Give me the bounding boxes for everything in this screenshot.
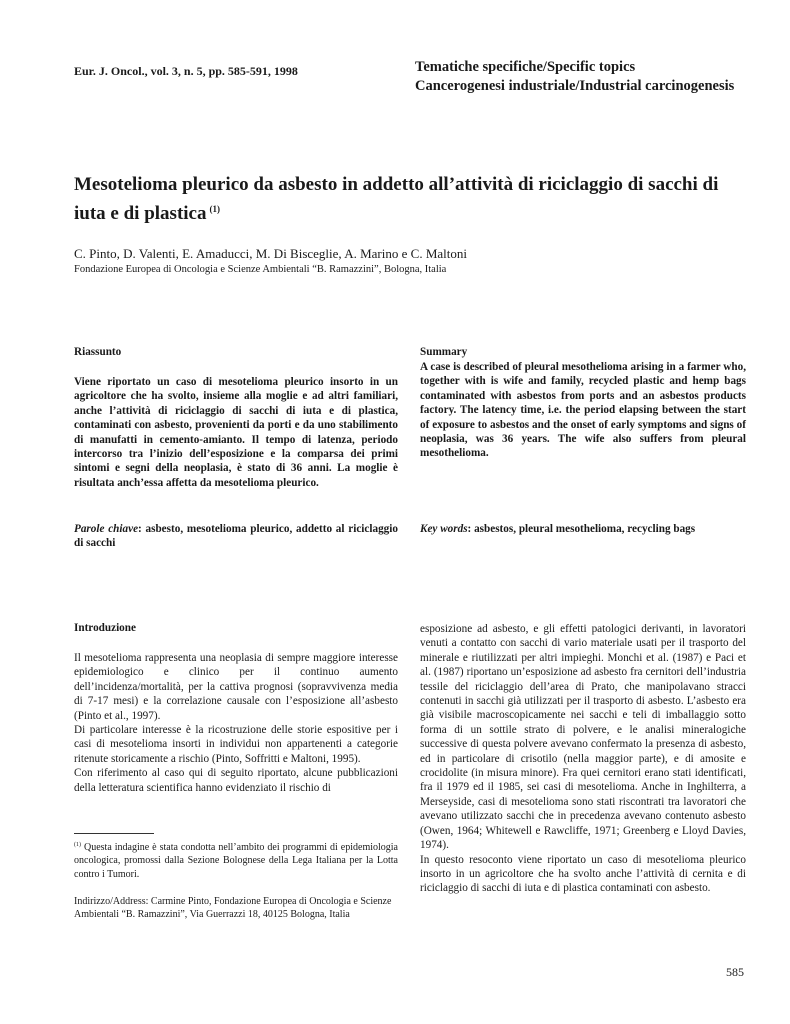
- riassunto-keywords: [74, 522, 398, 551]
- topic-header: [415, 58, 734, 96]
- footnote-rule: [74, 833, 154, 834]
- right-paragraph-2: In questo resoconto viene riportato un caso di mesotelioma pleurico insorto in un agricoltore che ha svolto anche l’attività di cernita e di riciclaggio di sacchi di iuta e di plastica contaminati con asbesto.: [420, 853, 746, 895]
- riassunto-text: Viene riportato un caso di mesotelioma pleurico insorto in un agricoltore che ha svolto, insieme alla moglie e ad altri familiari, anche l’attività di riciclaggio di sacchi di iuta e di plastica, contaminati con asbesto, provenienti da porti e da uno stabilimento di manufatti in cemento-amianto. Il tempo di latenza, periodo intercorso tra l’inizio dell’esposizione e la comparsa dei primi sintomi e segni della neoplasia, è stato di 36 anni. La moglie è risultata anch’essa affetta da mesotelioma pleurico.: [74, 376, 398, 489]
- footnote-mark: (1): [74, 842, 81, 848]
- affiliation: Fondazione Europea di Oncologia e Scienze Ambientali “B. Ramazzini”, Bologna, Italia: [74, 264, 447, 275]
- intro-paragraph-3: Con riferimento al caso qui di seguito riportato, alcune pubblicazioni della letteratura scientifica hanno evidenziato il rischio di: [74, 767, 398, 794]
- introduzione-heading: Introduzione: [74, 622, 136, 634]
- keywords-text: : asbestos, pleural mesothelioma, recycling bags: [467, 523, 696, 535]
- right-paragraph-1: esposizione ad asbesto, e gli effetti patologici derivanti, in lavoratori venuti a contatto con sacchi di vario materiale usati per il trasporto del minerale e riutilizzati per altri impieghi. Monchi et al. (1987) e Paci et al. (1987) riportano un’esposizione ad asbesto fra cernitori dell’industria tessile del riciclaggio dell’area di Prato, che manipolavano stracci contenuti in sacchi già utilizzati per il trasporto di asbesto. L’asbesto era già visibile macroscopicamente nei sacchi e teli di imballaggio sotto forma di un sottile strato di polvere, e le analisi mineralogiche successive di questa polvere avevano confermato la presenza di asbesto, ed in particolare di crisotilo (nella maggior parte), e di amosite e crocidolite (in misura minore). Fra quei cernitori erano stati identificati, fra il 1979 ed il 1985, sei casi di mesotelioma. Anche in Inghilterra, a Merseyside, casi di mesotelioma sono stati riscontrati tra lavoratori che avevano utilizzato sacchi che in precedenza avevano contenuto asbesto (Owen, 1964; Whitewell e Rawcliffe, 1971; Greenberg e Lloyd Davies, 1974).: [420, 623, 746, 852]
- summary-heading: Summary: [420, 346, 468, 358]
- authors: C. Pinto, D. Valenti, E. Amaducci, M. Di Bisceglie, A. Marino e C. Maltoni: [74, 246, 467, 261]
- intro-paragraph-2: Di particolare interesse è la ricostruzione delle storie espositive per i casi di mesotelioma insorti in individui non appartenenti a categorie ritenute storicamente a rischio (Pinto, Soffritti e Maltoni, 1995).: [74, 724, 398, 765]
- keywords-label: Parole chiave: [74, 523, 139, 535]
- page-number: 585: [726, 965, 744, 979]
- journal-citation: Eur. J. Oncol., vol. 3, n. 5, pp. 585-591, 1998: [74, 64, 298, 78]
- topic-line-1: Tematiche specifiche/Specific topics: [415, 59, 636, 75]
- summary-keywords: [420, 522, 746, 536]
- introduzione-body: [74, 651, 398, 795]
- footnote: [74, 839, 398, 881]
- keywords-text: : asbesto, mesotelioma pleurico, addetto al riciclaggio di sacchi: [74, 523, 398, 550]
- topic-line-2: Cancerogenesi industriale/Industrial carcinogenesis: [415, 78, 735, 94]
- title-footnote-mark: (1): [209, 204, 220, 214]
- intro-paragraph-1: Il mesotelioma rappresenta una neoplasia di sempre maggiore interesse epidemiologico e clinico per il continuo aumento dell’incidenza/mortalità, per la cattiva prognosi (sopravvivenza media di 7-17 mesi) e la correlazione causale con l’esposizione all’asbesto (Pinto et al., 1997).: [74, 652, 398, 722]
- keywords-label: Key words: [420, 523, 468, 535]
- riassunto-heading: Riassunto: [74, 346, 122, 358]
- title-text: Mesotelioma pleurico da asbesto in addetto all’attività di riciclaggio di sacchi di iuta e di plastica: [74, 174, 719, 224]
- summary-text: A case is described of pleural mesothelioma arising in a farmer who, together with is wife and family, recycled plastic and hemp bags contaminated with asbestos from ports and an asbestos products factory. The latency time, i.e. the period elapsing between the start of exposure to asbestos and the onset of early symptoms and signs of neoplasia, was 36 years. The wife also suffers from pleural mesothelioma.: [420, 361, 746, 460]
- correspondence-address: Indirizzo/Address: Carmine Pinto, Fondazione Europea di Oncologia e Scienze Ambientali “B. Ramazzini”, Via Guerrazzi 18, 40125 Bologna, Italia: [74, 896, 392, 921]
- right-column-body: [420, 622, 746, 896]
- footnote-text: Questa indagine è stata condotta nell’ambito dei programmi di epidemiologia oncologica, promossi dalla Sezione Bolognese della Lega Italiana per la Lotta contro i Tumori.: [74, 842, 398, 880]
- article-title: [74, 173, 754, 226]
